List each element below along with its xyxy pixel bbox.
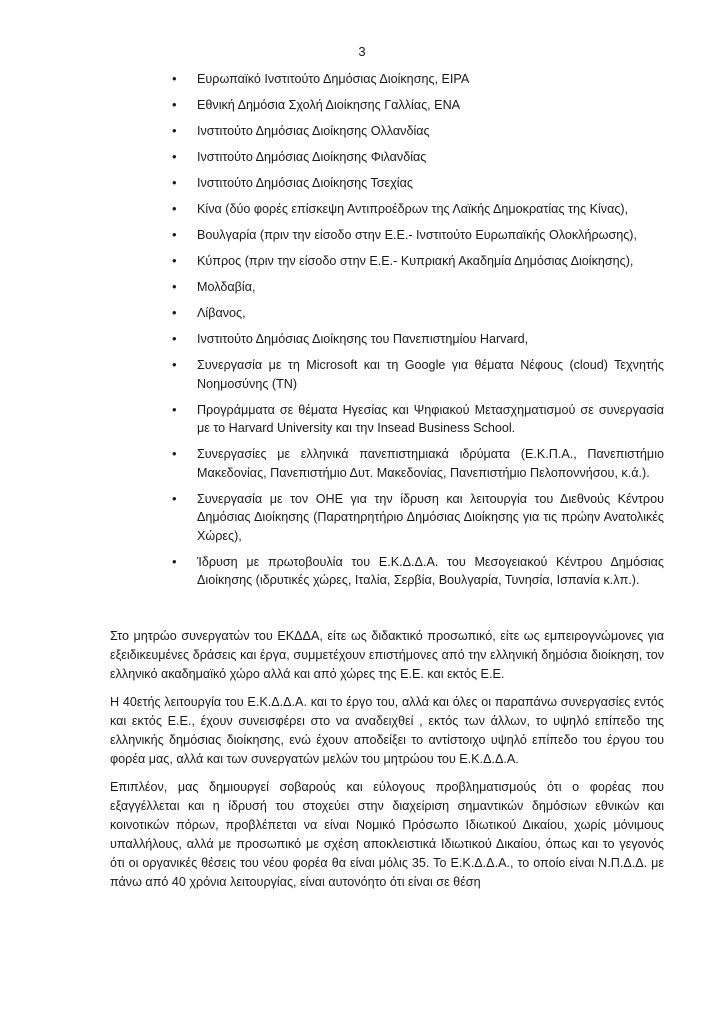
- bullet-icon: •: [172, 123, 177, 138]
- bullet-icon: •: [172, 357, 177, 372]
- list-item: [172, 278, 664, 297]
- paragraph-40-years: Η 40ετής λειτουργία του Ε.Κ.Δ.Δ.Α. και το έργο του, αλλά και όλες οι παραπάνω συνεργασίες εντός και εκτός Ε.Ε., έχουν συνεισφέρει στο να αναδειχθεί , εκτός των άλλων, το υψηλό επίπεδο της ελληνικής δημόσιας διοίκησης, ενώ έχουν αποδείξει το αντίστοιχο υψηλό επίπεδο του έργου του φορέα μας, αλλά και των συνεργατών μελών του μητρώου του Ε.Κ.Δ.Δ.Α.: [110, 695, 664, 766]
- bullet-icon: •: [172, 553, 177, 569]
- bullet-icon: •: [172, 279, 177, 294]
- list-item: [172, 226, 664, 245]
- bullet-icon: •: [172, 227, 177, 242]
- list-item: [172, 553, 664, 590]
- list-item-text: Ίδρυση με πρωτοβουλία του Ε.Κ.Δ.Δ.Α. του Μεσογειακού Κέντρου Δημόσιας Διοίκησης (ιδρυτικές χώρες, Ιταλία, Σερβία, Βουλγαρία, Τυνησία, Ισπανία κ.λπ.).: [197, 554, 664, 587]
- bullet-icon: •: [172, 149, 177, 164]
- body-text: [110, 627, 664, 901]
- list-item-text: Λίβανος,: [197, 306, 246, 320]
- list-item: [172, 304, 664, 323]
- bullet-icon: •: [172, 490, 177, 506]
- list-item-text: Ινστιτούτο Δημόσιας Διοίκησης του Πανεπιστημίου Harvard,: [197, 332, 529, 346]
- list-item: [172, 445, 664, 482]
- list-item: [172, 200, 664, 219]
- list-item-text: Ινστιτούτο Δημόσιας Διοίκησης Ολλανδίας: [197, 124, 430, 138]
- list-item: [172, 148, 664, 167]
- bullet-icon: •: [172, 331, 177, 346]
- bullet-icon: •: [172, 175, 177, 190]
- list-item-text: Κίνα (δύο φορές επίσκεψη Αντιπροέδρων της Λαϊκής Δημοκρατίας της Κίνας),: [197, 202, 629, 216]
- bullet-icon: •: [172, 71, 177, 86]
- list-item-text: Ινστιτούτο Δημόσιας Διοίκησης Τσεχίας: [197, 176, 413, 190]
- list-item-text: Συνεργασίες με ελληνικά πανεπιστημιακά ιδρύματα (Ε.Κ.Π.Α., Πανεπιστήμιο Μακεδονίας, Πανεπιστήμιο Δυτ. Μακεδονίας, Πανεπιστήμιο Πελοποννήσου, κ.ά.).: [197, 447, 664, 480]
- bullet-icon: •: [172, 97, 177, 112]
- list-item-text: Προγράμματα σε θέματα Ηγεσίας και Ψηφιακού Μετασχηματισμού σε συνεργασία με το Harvard University και την Insead Business School.: [197, 402, 664, 435]
- list-item-text: Κύπρος (πριν την είσοδο στην Ε.Ε.- Κυπριακή Ακαδημία Δημόσιας Διοίκησης),: [197, 254, 634, 268]
- list-item: [172, 122, 664, 141]
- list-item-text: Ευρωπαϊκό Ινστιτούτο Δημόσιας Διοίκησης, EIPA: [197, 72, 470, 86]
- list-item: [172, 96, 664, 115]
- list-item-text: Μολδαβία,: [197, 280, 256, 294]
- list-item: [172, 70, 664, 89]
- list-item-text: Εθνική Δημόσια Σχολή Διοίκησης Γαλλίας, ΕΝΑ: [197, 98, 461, 112]
- list-item: [172, 252, 664, 271]
- bullet-icon: •: [172, 446, 177, 461]
- paragraph-concerns: Επιπλέον, μας δημιουργεί σοβαρούς και εύλογους προβληματισμούς ότι ο φορέας που εξαγγέλλεται και η ίδρυσή του στοχεύει στην διαχείριση σημαντικών δημόσιων εθνικών και κοινοτικών πόρων, προβλέπεται να είναι Νομικό Πρόσωπο Ιδιωτικού Δικαίου, χωρίς μόνιμους υπαλλήλους, αλλά με προσωπικό με σχέση αποκλειστικά Ιδιωτικού Δικαίου, όπως και το γεγονός ότι οι οργανικές θέσεις του νέου φορέα θα είναι μόλις 35. Το Ε.Κ.Δ.Δ.Α., το οποίο είναι Ν.Π.Δ.Δ. με πάνω από 40 χρόνια λειτουργίας, είναι αυτονόητο ότι είναι σε θέση: [110, 780, 664, 889]
- list-item-text: Συνεργασία με τη Microsoft και τη Google για θέματα Νέφους (cloud) Τεχνητής Νοημοσύνης (ΤΝ): [197, 358, 664, 391]
- list-item-text: Ινστιτούτο Δημόσιας Διοίκησης Φιλανδίας: [197, 150, 427, 164]
- bullet-icon: •: [172, 305, 177, 320]
- list-item: [172, 330, 664, 349]
- list-item-text: Συνεργασία με τον ΟΗΕ για την ίδρυση και λειτουργία του Διεθνούς Κέντρου Δημόσιας Διοίκησης (Παρατηρητήριο Δημόσιας Διοίκησης για τις πρώην Ανατολικές Χώρες),: [197, 491, 664, 543]
- partners-bullet-list: [172, 70, 664, 597]
- page-number: 3: [358, 44, 366, 59]
- bullet-icon: •: [172, 201, 177, 216]
- list-item: [172, 490, 664, 546]
- list-item: [172, 401, 664, 438]
- list-item-text: Βουλγαρία (πριν την είσοδο στην Ε.Ε.- Ινστιτούτο Ευρωπαϊκής Ολοκλήρωσης),: [197, 228, 637, 242]
- bullet-icon: •: [172, 253, 177, 268]
- list-item: [172, 356, 664, 393]
- paragraph-registry: Στο μητρώο συνεργατών του ΕΚΔΔΑ, είτε ως διδακτικό προσωπικό, είτε ως εμπειρογνώμονες για εξειδικευμένες δράσεις και έργα, συμμετέχουν επιστήμονες από την ελληνική δημόσια διοίκηση, τον ελληνικό ακαδημαϊκό χώρο αλλά και από χώρες της Ε.Ε. και εκτός Ε.Ε.: [110, 629, 664, 681]
- bullet-icon: •: [172, 401, 177, 417]
- list-item: [172, 174, 664, 193]
